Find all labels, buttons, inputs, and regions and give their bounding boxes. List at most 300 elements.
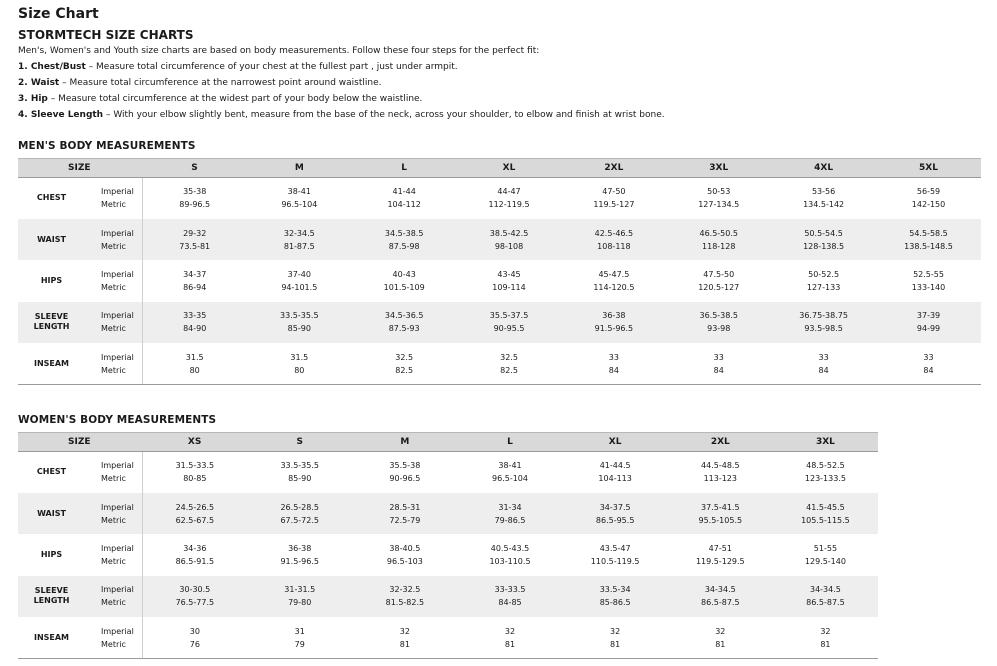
measurement-cell — [773, 617, 878, 658]
measurement-cell — [771, 178, 876, 219]
size-header-s: S — [247, 433, 352, 452]
imperial-value: 38-41 — [498, 461, 522, 471]
measurement-cell — [352, 343, 457, 384]
measurement-cell — [666, 219, 771, 260]
metric-value: 84-85 — [498, 598, 522, 608]
imperial-value: 47-51 — [708, 543, 732, 553]
metric-value: 81 — [820, 639, 831, 649]
size-header-xs: XS — [142, 433, 247, 452]
metric-value: 105.5-115.5 — [801, 515, 850, 525]
women-size-table — [18, 432, 878, 659]
metric-value: 98-108 — [494, 241, 524, 251]
measurement-cell — [561, 178, 666, 219]
imperial-value: 54.5-58.5 — [909, 228, 948, 238]
imperial-value: 32 — [820, 626, 831, 636]
metric-value: 91.5-96.5 — [594, 324, 634, 334]
metric-value: 85-86.5 — [599, 598, 631, 608]
measurement-cell — [247, 302, 352, 343]
size-header-3xl: 3XL — [773, 433, 878, 452]
unit-labels — [85, 343, 142, 384]
metric-value: 79 — [294, 639, 305, 649]
measurement-cell — [771, 343, 876, 384]
metric-value: 94-99 — [916, 324, 941, 334]
measurement-label: INSEAM — [18, 343, 85, 384]
size-header-2xl: 2XL — [561, 159, 666, 178]
imperial-label: Imperial — [101, 626, 134, 636]
imperial-value: 50-52.5 — [808, 269, 840, 279]
measurement-label: CHEST — [36, 467, 67, 477]
table-row — [18, 534, 878, 575]
imperial-value: 47-50 — [602, 187, 626, 197]
metric-value: 81 — [399, 639, 410, 649]
size-header-3xl: 3XL — [666, 159, 771, 178]
size-header-5xl: 5XL — [876, 159, 981, 178]
metric-label: Metric — [101, 515, 126, 525]
imperial-label: Imperial — [101, 311, 134, 321]
measurement-cell — [563, 493, 668, 534]
imperial-value: 35.5-37.5 — [489, 311, 529, 321]
step-label: 1. Chest/Bust — [18, 62, 86, 72]
measurement-cell — [563, 534, 668, 575]
metric-value: 84 — [923, 365, 934, 375]
metric-value: 108-118 — [597, 241, 631, 251]
measurement-cell — [668, 576, 773, 617]
measurement-cell — [771, 260, 876, 301]
measurement-cell — [773, 493, 878, 534]
imperial-value: 41-44 — [392, 187, 416, 197]
table-header-row — [18, 433, 878, 452]
measurement-cell — [352, 452, 457, 493]
page-subtitle: STORMTECH SIZE CHARTS — [18, 28, 194, 42]
metric-value: 138.5-148.5 — [904, 241, 953, 251]
measurement-cell — [457, 219, 562, 260]
step-hip — [18, 93, 422, 105]
measurement-cell — [247, 617, 352, 658]
imperial-value: 32 — [610, 626, 621, 636]
metric-value: 81-87.5 — [283, 241, 315, 251]
metric-value: 113-123 — [703, 474, 737, 484]
metric-value: 81 — [715, 639, 726, 649]
table-row — [18, 576, 878, 617]
metric-value: 80 — [189, 365, 200, 375]
imperial-value: 33-35 — [183, 311, 207, 321]
metric-value: 123-133.5 — [804, 474, 846, 484]
metric-label: Metric — [101, 282, 126, 292]
metric-value: 84 — [608, 365, 619, 375]
measurement-cell — [457, 452, 562, 493]
imperial-value: 29-32 — [183, 228, 207, 238]
table-row — [18, 302, 981, 343]
metric-value: 82.5 — [500, 365, 518, 375]
metric-value: 81 — [610, 639, 621, 649]
measurement-cell — [457, 260, 562, 301]
measurement-cell — [247, 343, 352, 384]
men-section-title: MEN'S BODY MEASUREMENTS — [18, 140, 196, 152]
measurement-label: INSEAM — [18, 617, 85, 658]
step-text: – Measure total circumference at the widest part of your body below the waistline. — [47, 94, 423, 104]
metric-value: 87.5-93 — [388, 324, 420, 334]
imperial-label: Imperial — [101, 269, 134, 279]
measurement-cell — [247, 452, 352, 493]
measurement-cell — [457, 178, 562, 219]
metric-value: 94-101.5 — [281, 282, 318, 292]
measurement-label: SLEEVE LENGTH — [18, 576, 85, 617]
metric-value: 81.5-82.5 — [385, 598, 425, 608]
metric-value: 112-119.5 — [488, 200, 530, 210]
size-header-l: L — [352, 159, 457, 178]
size-header-4xl: 4XL — [771, 159, 876, 178]
size-header-l: L — [457, 433, 562, 452]
imperial-value: 31.5-33.5 — [175, 461, 215, 471]
table-row — [18, 219, 981, 260]
measurement-cell — [247, 178, 352, 219]
imperial-value: 32 — [504, 626, 516, 636]
metric-value: 84 — [818, 365, 829, 375]
imperial-value: 33 — [818, 352, 829, 362]
unit-labels — [85, 302, 142, 343]
size-header-xl: XL — [457, 159, 562, 178]
measurement-cell — [142, 452, 247, 493]
metric-value: 134.5-142 — [803, 200, 845, 210]
table-row — [18, 493, 878, 534]
imperial-value: 44-47 — [497, 187, 521, 197]
imperial-value: 35.5-38 — [389, 461, 421, 471]
step-label: 3. Hip — [18, 94, 48, 104]
imperial-value: 38-41 — [287, 187, 311, 197]
measurement-cell — [142, 576, 247, 617]
size-header-s: S — [142, 159, 247, 178]
measurement-label: SLEEVE LENGTH — [18, 302, 85, 343]
imperial-value: 30-30.5 — [179, 585, 211, 595]
imperial-value: 38.5-42.5 — [489, 228, 529, 238]
metric-value: 81 — [504, 639, 516, 649]
table-row — [18, 452, 878, 493]
imperial-value: 37-39 — [916, 311, 941, 321]
size-column-header: SIZE — [18, 433, 142, 452]
step-text: – Measure total circumference of your chest at the fullest part , just under armpit. — [85, 62, 458, 72]
imperial-value: 31-31.5 — [284, 585, 316, 595]
measurement-cell — [773, 534, 878, 575]
metric-value: 86.5-87.5 — [806, 598, 845, 608]
metric-value: 104-112 — [387, 200, 421, 210]
metric-label: Metric — [101, 639, 126, 649]
measurement-cell — [668, 493, 773, 534]
metric-value: 118-128 — [702, 241, 736, 251]
measurement-cell — [771, 302, 876, 343]
imperial-value: 41-44.5 — [599, 461, 631, 471]
measurement-label: CHEST — [36, 193, 67, 203]
imperial-value: 33 — [923, 352, 934, 362]
metric-value: 82.5 — [395, 365, 414, 375]
metric-value: 86-94 — [183, 282, 207, 292]
measurement-cell — [666, 178, 771, 219]
imperial-value: 34-36 — [183, 543, 207, 553]
measurement-cell — [876, 219, 981, 260]
measurement-cell — [247, 260, 352, 301]
unit-labels — [85, 219, 142, 260]
measurement-cell — [457, 534, 562, 575]
metric-value: 103-110.5 — [489, 556, 531, 566]
measurement-label: HIPS — [40, 549, 63, 559]
measurement-cell — [666, 302, 771, 343]
metric-value: 87.5-98 — [388, 241, 420, 251]
step-chest — [18, 61, 458, 73]
table-row — [18, 260, 981, 301]
imperial-value: 36-38 — [602, 311, 626, 321]
imperial-value: 45-47.5 — [598, 269, 630, 279]
table-row — [18, 617, 878, 658]
measurement-label: HIPS — [40, 275, 63, 285]
size-column-header: SIZE — [18, 159, 142, 178]
imperial-value: 38-40.5 — [389, 543, 421, 553]
imperial-value: 44.5-48.5 — [701, 461, 740, 471]
page-title: Size Chart — [18, 6, 99, 22]
measurement-cell — [142, 178, 247, 219]
unit-labels — [85, 178, 142, 219]
measurement-cell — [561, 219, 666, 260]
imperial-value: 26.5-28.5 — [280, 502, 319, 512]
imperial-value: 48.5-52.5 — [806, 461, 845, 471]
imperial-value: 32.5 — [395, 352, 414, 362]
imperial-value: 52.5-55 — [913, 269, 944, 279]
metric-value: 79-86.5 — [494, 515, 526, 525]
step-sleeve — [18, 109, 665, 121]
measurement-label: WAIST — [18, 493, 85, 534]
imperial-value: 30 — [189, 626, 200, 636]
measurement-cell — [561, 343, 666, 384]
imperial-value: 43-45 — [497, 269, 521, 279]
measurement-cell — [457, 576, 562, 617]
metric-value: 89-96.5 — [179, 200, 211, 210]
measurement-cell — [352, 493, 457, 534]
imperial-value: 40.5-43.5 — [490, 543, 530, 553]
metric-value: 79-80 — [288, 598, 312, 608]
metric-label: Metric — [101, 556, 126, 566]
metric-value: 91.5-96.5 — [280, 556, 319, 566]
measurement-cell — [142, 260, 247, 301]
metric-value: 73.5-81 — [179, 241, 211, 251]
metric-value: 133-140 — [911, 282, 946, 292]
imperial-value: 34.5-36.5 — [384, 311, 424, 321]
metric-label: Metric — [101, 200, 126, 210]
metric-value: 76 — [189, 639, 200, 649]
imperial-value: 40-43 — [392, 269, 416, 279]
metric-value: 86.5-95.5 — [595, 515, 635, 525]
imperial-value: 32-32.5 — [389, 585, 421, 595]
table-header-row — [18, 159, 981, 178]
measurement-cell — [457, 493, 562, 534]
measurement-cell — [247, 219, 352, 260]
imperial-value: 37.5-41.5 — [701, 502, 740, 512]
measurement-label: WAIST — [18, 219, 85, 260]
measurement-cell — [876, 302, 981, 343]
imperial-label: Imperial — [101, 543, 134, 553]
imperial-value: 53-56 — [811, 187, 836, 197]
measurement-cell — [352, 617, 457, 658]
measurement-cell — [457, 617, 562, 658]
imperial-value: 36.5-38.5 — [699, 311, 738, 321]
metric-value: 72.5-79 — [389, 515, 421, 525]
imperial-value: 31-34 — [498, 502, 522, 512]
imperial-value: 32.5 — [500, 352, 518, 362]
imperial-value: 31.5 — [185, 352, 204, 362]
measurement-cell — [142, 343, 247, 384]
imperial-value: 33 — [713, 352, 724, 362]
imperial-value: 31.5 — [290, 352, 309, 362]
measurement-cell — [352, 178, 457, 219]
measurement-cell — [352, 576, 457, 617]
imperial-value: 33-33.5 — [494, 585, 526, 595]
imperial-value: 35-38 — [183, 187, 207, 197]
imperial-value: 34-37.5 — [599, 502, 631, 512]
imperial-value: 41.5-45.5 — [806, 502, 845, 512]
table-row — [18, 343, 981, 384]
imperial-value: 34-34.5 — [809, 585, 841, 595]
imperial-value: 36.75-38.75 — [799, 311, 848, 321]
metric-value: 104-113 — [598, 474, 632, 484]
measurement-cell — [668, 617, 773, 658]
metric-value: 90-95.5 — [493, 324, 525, 334]
metric-label: Metric — [101, 474, 126, 484]
measurement-cell — [876, 178, 981, 219]
measurement-cell — [563, 617, 668, 658]
metric-value: 119.5-127 — [593, 200, 635, 210]
metric-value: 119.5-129.5 — [695, 556, 745, 566]
imperial-value: 47.5-50 — [703, 269, 735, 279]
measurement-cell — [561, 302, 666, 343]
metric-value: 76.5-77.5 — [175, 598, 215, 608]
step-text: – With your elbow slightly bent, measure from the base of the neck, across your shoulder, to elbow and finish at wrist bone. — [103, 110, 665, 120]
measurement-cell — [668, 534, 773, 575]
size-header-2xl: 2XL — [668, 433, 773, 452]
measurement-cell — [563, 452, 668, 493]
measurement-cell — [773, 452, 878, 493]
metric-value: 93.5-98.5 — [804, 324, 843, 334]
measurement-cell — [771, 219, 876, 260]
table-row — [18, 178, 981, 219]
metric-value: 80 — [294, 365, 305, 375]
metric-value: 128-138.5 — [803, 241, 845, 251]
metric-value: 142-150 — [911, 200, 946, 210]
metric-value: 101.5-109 — [383, 282, 425, 292]
metric-label: Metric — [101, 241, 126, 251]
metric-value: 85-90 — [288, 474, 312, 484]
measurement-cell — [666, 260, 771, 301]
metric-value: 84 — [713, 365, 724, 375]
metric-value: 62.5-67.5 — [175, 515, 215, 525]
imperial-value: 33.5-35.5 — [280, 461, 319, 471]
metric-value: 80-85 — [183, 474, 207, 484]
metric-value: 127-133 — [806, 282, 841, 292]
step-text: – Measure total circumference at the narrowest point around waistline. — [59, 78, 382, 88]
imperial-label: Imperial — [101, 187, 134, 197]
imperial-value: 32 — [399, 626, 410, 636]
measurement-cell — [142, 534, 247, 575]
measurement-cell — [142, 617, 247, 658]
measurement-cell — [666, 343, 771, 384]
measurement-cell — [457, 302, 562, 343]
measurement-cell — [352, 219, 457, 260]
imperial-value: 24.5-26.5 — [175, 502, 215, 512]
metric-value: 110.5-119.5 — [590, 556, 640, 566]
imperial-label: Imperial — [101, 228, 134, 238]
metric-value: 127-134.5 — [698, 200, 740, 210]
imperial-value: 37-40 — [287, 269, 311, 279]
measurement-cell — [142, 302, 247, 343]
unit-labels — [85, 493, 142, 534]
unit-labels — [85, 576, 142, 617]
metric-value: 85-90 — [287, 324, 311, 334]
metric-value: 67.5-72.5 — [280, 515, 319, 525]
measurement-cell — [876, 260, 981, 301]
measurement-cell — [352, 302, 457, 343]
imperial-value: 56-59 — [916, 187, 941, 197]
measurement-cell — [773, 576, 878, 617]
metric-value: 129.5-140 — [804, 556, 846, 566]
metric-value: 96.5-103 — [386, 556, 423, 566]
imperial-value: 34-34.5 — [704, 585, 736, 595]
measurement-cell — [561, 260, 666, 301]
measurement-cell — [247, 493, 352, 534]
metric-value: 120.5-127 — [698, 282, 740, 292]
measurement-cell — [668, 452, 773, 493]
imperial-value: 33.5-35.5 — [280, 311, 319, 321]
measurement-cell — [142, 493, 247, 534]
size-header-m: M — [352, 433, 457, 452]
measurement-cell — [876, 343, 981, 384]
imperial-value: 34.5-38.5 — [384, 228, 424, 238]
imperial-value: 34-37 — [183, 269, 207, 279]
imperial-label: Imperial — [101, 352, 134, 362]
imperial-value: 50-53 — [707, 187, 731, 197]
unit-labels — [85, 260, 142, 301]
imperial-value: 33.5-34 — [599, 585, 631, 595]
men-size-table — [18, 158, 981, 385]
metric-value: 96.5-104 — [281, 200, 318, 210]
imperial-label: Imperial — [101, 585, 134, 595]
imperial-label: Imperial — [101, 502, 134, 512]
unit-labels — [85, 617, 142, 658]
metric-value: 90-96.5 — [389, 474, 421, 484]
metric-value: 96.5-104 — [492, 474, 528, 484]
metric-value: 86.5-87.5 — [701, 598, 740, 608]
measurement-cell — [247, 576, 352, 617]
metric-value: 114-120.5 — [593, 282, 635, 292]
unit-labels — [85, 534, 142, 575]
imperial-value: 43.5-47 — [599, 543, 631, 553]
imperial-value: 51-55 — [813, 543, 838, 553]
metric-label: Metric — [101, 365, 126, 375]
imperial-value: 31 — [294, 626, 305, 636]
imperial-value: 50.5-54.5 — [804, 228, 843, 238]
size-header-m: M — [247, 159, 352, 178]
step-waist — [18, 77, 382, 89]
imperial-value: 32-34.5 — [283, 228, 315, 238]
unit-labels — [85, 452, 142, 493]
step-label: 4. Sleeve Length — [18, 110, 104, 120]
measurement-cell — [457, 343, 562, 384]
measurement-cell — [247, 534, 352, 575]
imperial-value: 28.5-31 — [389, 502, 421, 512]
metric-value: 93-98 — [707, 324, 731, 334]
metric-value: 95.5-105.5 — [698, 515, 743, 525]
imperial-value: 33 — [608, 352, 619, 362]
imperial-value: 42.5-46.5 — [594, 228, 634, 238]
measurement-cell — [352, 534, 457, 575]
step-label: 2. Waist — [18, 78, 60, 88]
metric-label: Metric — [101, 598, 126, 608]
metric-value: 84-90 — [183, 324, 207, 334]
